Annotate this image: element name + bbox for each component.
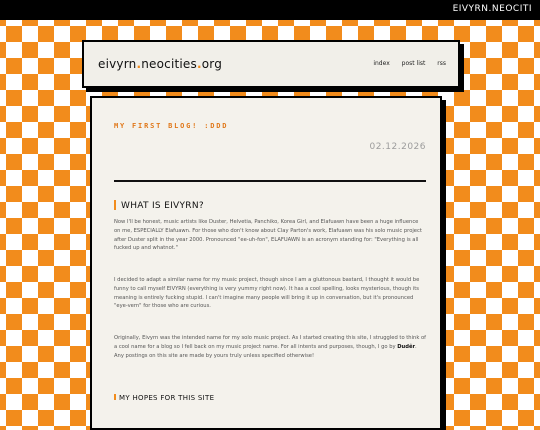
paragraph-3-start: Originally, Eivyrn was the intended name for my solo music project. As I started creating this site, I struggled to think of a cool name for a blog so I fell back on my music project name. For all intents and purposes, though, I go by bbox=[114, 335, 426, 350]
site-logo[interactable] bbox=[98, 57, 222, 71]
paragraph-3 bbox=[114, 334, 426, 360]
site-header bbox=[82, 40, 460, 88]
post-title: MY FIRST BLOG! :DDD bbox=[114, 122, 229, 130]
nav-link-post-list[interactable]: post list bbox=[401, 60, 426, 67]
section-heading-text: WHAT IS EIVYRN? bbox=[121, 201, 204, 211]
logo-part-2: neocities bbox=[141, 57, 197, 71]
site-mark: EIVYRN.NEOCITI bbox=[452, 4, 532, 14]
section-heading-what-is-eivyrn bbox=[114, 200, 204, 211]
paragraph-2: I decided to adapt a similar name for my music project, though since I am a gluttonous bastard, I thought it would be funny to call myself EIVYRN (everything is very yummy right now). It has a cool spelling, looks mysterious, though its meaning is entirely fucking stupid. I can't imagine many people will bring it up in conversation, but it's pronounced "eye-vern" for those who are curious. bbox=[114, 277, 420, 310]
paragraph-3-end: . Any postings on this site are made by yours truly unless specified otherwise! bbox=[114, 343, 417, 359]
logo-dot-2: . bbox=[196, 57, 202, 71]
post-date: 02.12.2026 bbox=[369, 142, 426, 152]
author-name: Dudêr bbox=[397, 343, 416, 350]
logo-dot-1: . bbox=[136, 57, 142, 71]
blog-post-card bbox=[90, 96, 442, 430]
logo-part-3: org bbox=[201, 57, 223, 71]
nav-link-rss[interactable]: rss bbox=[437, 60, 446, 67]
nav-link-index[interactable]: index bbox=[373, 60, 390, 67]
paragraph-1: Now I'll be honest, music artists like Duster, Helvetia, Panchiko, Korea Girl, and Elafuawn have been a huge influence on me, ESPECIALLY Elafuawn. For those who don't know about Clay Parton's work, Elafuawn was his solo music project after Duster split in the year 2000. Pronounced "ee-uh-fon", ELAFUAWN is an acronym standing for: "Everything is all fucked up and whatnot." bbox=[114, 219, 422, 252]
logo-part-1: eivyrn bbox=[98, 57, 137, 71]
main-nav bbox=[363, 60, 446, 67]
top-bar bbox=[0, 0, 540, 20]
section-heading-hopes bbox=[114, 394, 214, 402]
heading-accent-bar bbox=[114, 394, 116, 400]
section-heading-text: MY HOPES FOR THIS SITE bbox=[119, 394, 215, 402]
divider bbox=[114, 180, 426, 182]
heading-accent-bar bbox=[114, 200, 116, 210]
